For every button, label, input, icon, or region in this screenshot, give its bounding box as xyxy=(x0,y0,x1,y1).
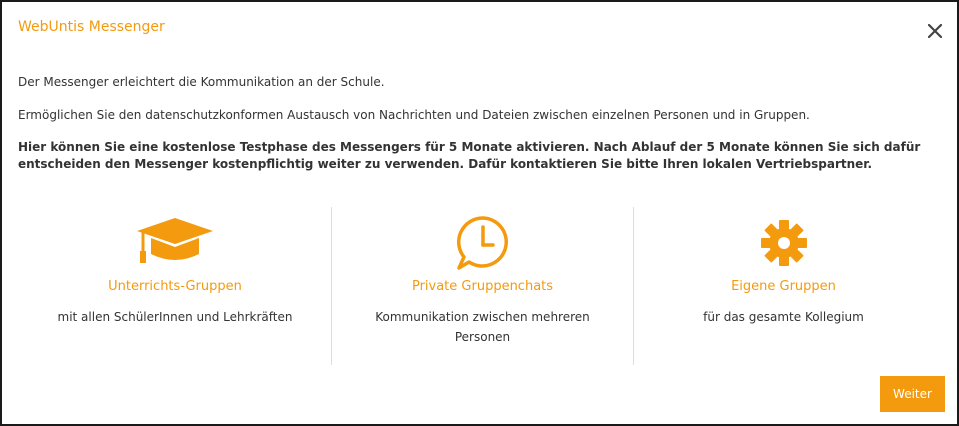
feature-title: Eigene Gruppen xyxy=(731,279,836,294)
intro-line-2: Ermöglichen Sie den datenschutzkonformen Austausch von Nachrichten und Dateien zwischen einzelnen Personen und in Gruppen. xyxy=(18,108,810,122)
feature-title: Private Gruppenchats xyxy=(411,279,554,294)
close-icon xyxy=(928,24,942,38)
trial-info: Hier können Sie eine kostenlose Testphase des Messengers für 5 Monate aktivieren. Nach Ablauf der 5 Monate können Sie sich dafür entscheiden den Messenger kostenpflichtig weiter zu verwenden. Dafür kontaktieren Sie bitte Ihren lokalen Vertriebspartner. xyxy=(18,140,921,171)
continue-button[interactable]: Weiter xyxy=(880,376,945,412)
feature-title: Unterrichts-Gruppen xyxy=(108,279,242,294)
feature-description: Kommunikation zwischen mehreren Personen xyxy=(375,310,590,344)
feature-description: mit allen SchülerInnen und Lehrkräften xyxy=(57,310,293,324)
feature-own-groups xyxy=(633,207,933,365)
feature-private-chats xyxy=(331,207,633,365)
feature-class-groups xyxy=(25,207,325,365)
close-button[interactable] xyxy=(924,20,946,42)
gear-icon xyxy=(760,219,808,267)
graduation-cap-icon xyxy=(137,218,213,268)
intro-line-1: Der Messenger erleichtert die Kommunikation an der Schule. xyxy=(18,75,385,89)
feature-description: für das gesamte Kollegium xyxy=(703,310,864,324)
dialog-title: WebUntis Messenger xyxy=(18,19,165,35)
clock-chat-icon xyxy=(455,215,511,271)
